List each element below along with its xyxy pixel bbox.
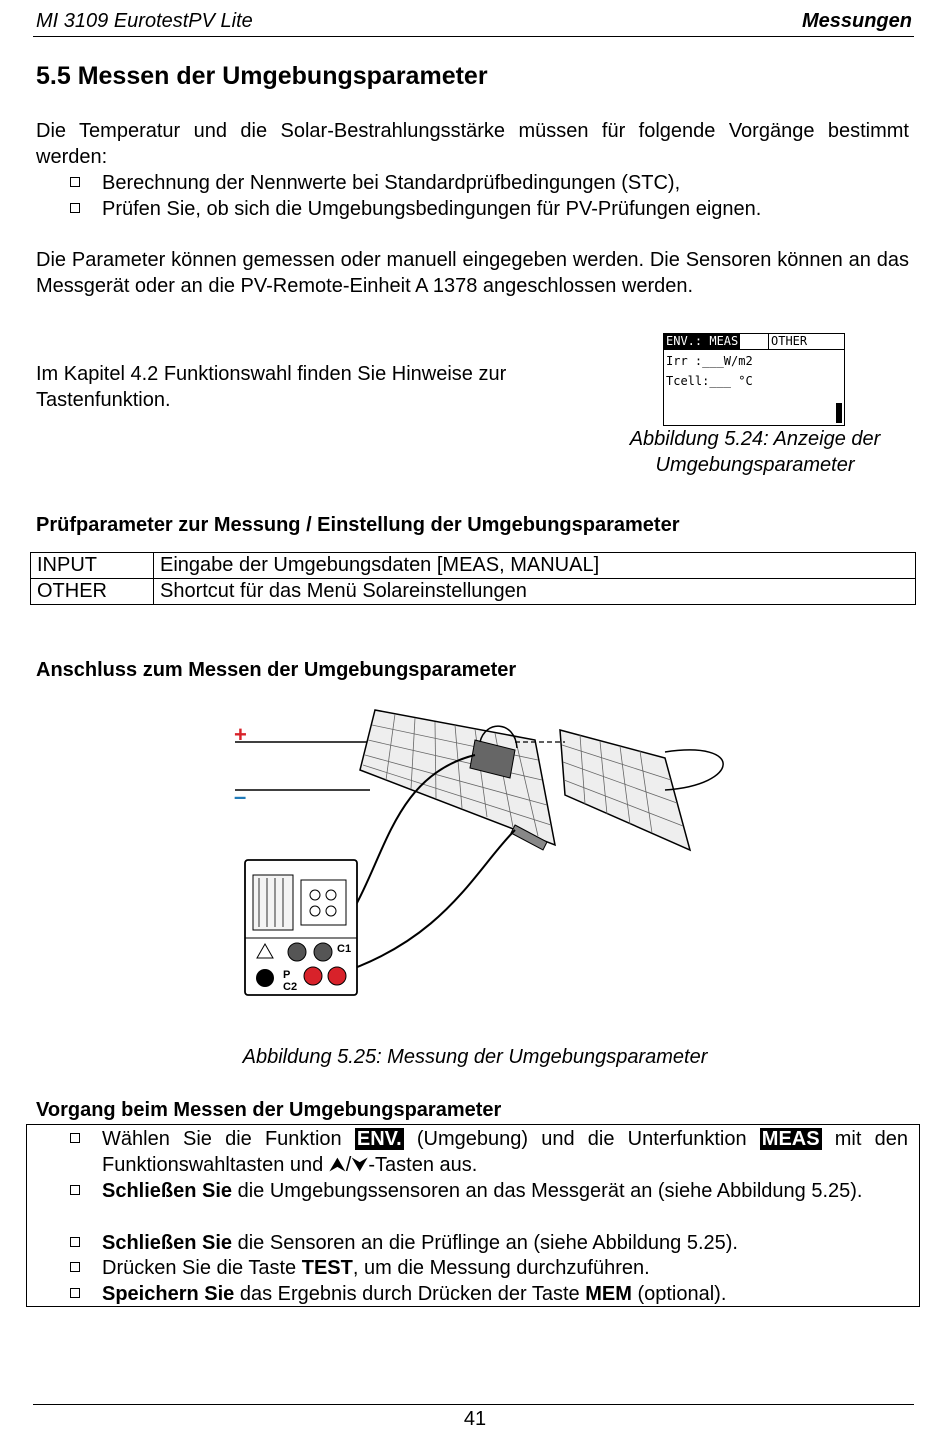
table-row [31,553,916,579]
param-key: INPUT [31,553,154,579]
intro-paragraph-2: Die Parameter können gemessen oder manuell eingegeben werden. Die Sensoren können an das Messgerät oder an die PV-Remote-Einheit A 1378 angeschlossen werden. [36,249,909,297]
params-heading: Prüfparameter zur Messung / Einstellung der Umgebungsparameter [36,514,680,536]
intro-bullet-1: Berechnung der Nennwerte bei Standardprüfbedingungen (STC), [70,170,680,196]
minus-label: – [234,784,247,809]
page-number: 41 [463,1408,487,1430]
header-rule [33,36,914,37]
table-row [31,579,916,605]
lcd-display [663,333,845,426]
terminal-c2-label: C2 [283,981,298,993]
intro-paragraph-3: Im Kapitel 4.2 Funktionswahl finden Sie Hinweise zur Tastenfunktion. [36,363,507,411]
procedure-step-4: Drücken Sie die Taste TEST, um die Messung durchzuführen. [70,1255,910,1281]
lcd-menu-bar [664,334,844,350]
checkbox-bullet-icon [70,1237,80,1247]
connection-heading: Anschluss zum Messen der Umgebungsparameter [36,659,517,681]
battery-icon [836,403,842,423]
figure-5-24-caption: Abbildung 5.24: Anzeige der Umgebungsparameter [629,428,881,476]
procedure-step-1: Wählen Sie die Funktion ENV. (Umgebung) und die Unterfunktion MEAS mit den Funktionswahltasten und ⮝/⮟-Tasten aus. [70,1126,910,1178]
lcd-irradiance-row: Irr :___W/m2 [666,354,753,368]
param-key: OTHER [31,579,154,605]
procedure-step-3: Schließen Sie die Sensoren an die Prüflinge an (siehe Abbildung 5.25). [70,1230,910,1256]
lcd-cell-temperature-row: Tcell:___ °C [666,374,753,388]
intro-paragraph-1: Die Temperatur und die Solar-Bestrahlungsstärke müssen für folgende Vorgänge bestimmt werden: [36,120,909,168]
intro-bullet-2: Prüfen Sie, ob sich die Umgebungsbedingungen für PV-Prüfungen eignen. [70,196,761,222]
up-down-keys-icon: ⮝/⮟ [328,1154,369,1176]
checkbox-bullet-icon [70,1288,80,1298]
checkbox-bullet-icon [70,1185,80,1195]
checkbox-bullet-icon [70,177,80,187]
params-table [30,552,916,605]
param-value: Eingabe der Umgebungsdaten [MEAS, MANUAL] [154,553,916,579]
footer-rule [33,1404,914,1405]
plus-label: + [234,722,247,747]
meas-key-label: MEAS [761,1128,820,1150]
header-manual-title: MI 3109 EurotestPV Lite [36,10,253,32]
procedure-step-2: Schließen Sie die Umgebungssensoren an das Messgerät an (siehe Abbildung 5.25). [70,1178,910,1204]
header-chapter: Messungen [801,10,912,32]
checkbox-bullet-icon [70,203,80,213]
procedure-step-5: Speichern Sie das Ergebnis durch Drücken der Taste MEM (optional). [70,1281,910,1307]
param-value: Shortcut für das Menü Solareinstellungen [154,579,916,605]
checkbox-bullet-icon [70,1133,80,1143]
lcd-tab-env-meas: ENV.: MEAS [666,334,739,348]
solar-panel-left [360,710,555,845]
measurement-instrument [245,860,357,995]
connection-diagram [225,700,745,1000]
section-title: 5.5 Messen der Umgebungsparameter [36,62,488,90]
lcd-tab-other: OTHER [768,334,809,349]
checkbox-bullet-icon [70,1262,80,1272]
figure-5-25-caption: Abbildung 5.25: Messung der Umgebungsparameter [242,1046,708,1068]
terminal-c1-label: C1 [337,943,352,955]
env-key-label: ENV. [356,1128,402,1150]
procedure-heading: Vorgang beim Messen der Umgebungsparameter [36,1099,502,1121]
terminal-p-label: P [283,969,291,981]
